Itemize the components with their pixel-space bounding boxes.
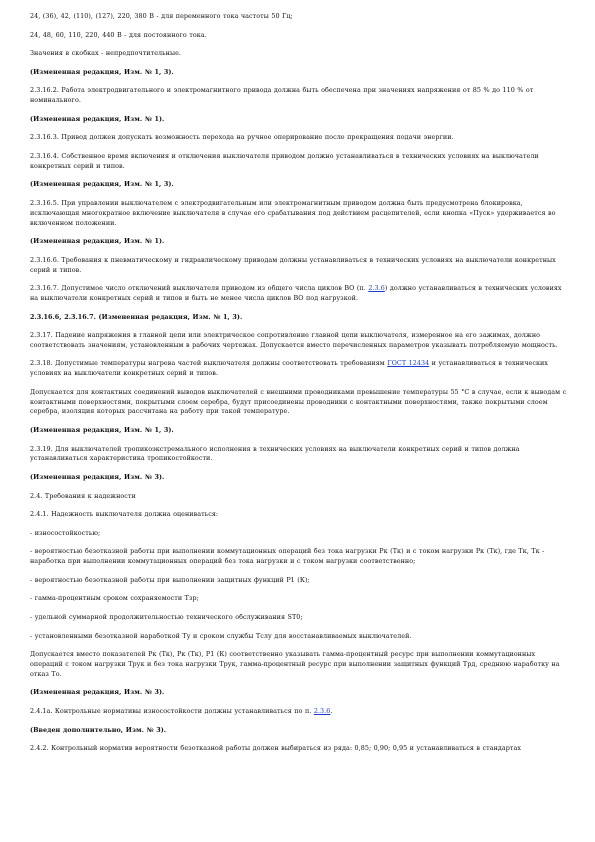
list-item: - вероятностью безотказной работы при выполнении защитных функций Р1 (К); xyxy=(30,575,310,584)
list-item: - вероятностью безотказной работы при выполнении коммутационных операций без тока нагрузки Рк (Тк) и с током нагрузки Рк (Тк), где Тк, Тк - наработка при выполнении коммутационных операций без тока нагрузки и с током нагрузки соответственно; xyxy=(30,547,545,566)
amendment-note: (Измененная редакция, Изм. № 1, 3). xyxy=(30,67,174,76)
list-item: - удельной суммарной продолжительностью технического обслуживания ST0; xyxy=(30,613,303,621)
amendment-note: (Измененная редакция, Изм. № 1, 3). xyxy=(30,426,174,435)
clause-2-3-16-6: 2.3.16.6. Требования к пневматическому и гидравлическому приводам должны устанавливаться в технических условиях на выключатели конкретных серий и типов. xyxy=(30,255,556,274)
section-heading-reliability: 2.4. Требования к надежности xyxy=(30,491,136,500)
clause-2-3-18 xyxy=(30,359,570,379)
amendment-note: (Введен дополнительно, Изм. № 3). xyxy=(30,725,167,734)
clause-2-3-16-3: 2.3.16.3. Привод должен допускать возможность перехода на ручное оперирование после прекращения подачи энергии. xyxy=(30,133,454,142)
paragraph-voltage-ac: 24, (36), 42, (110), (127), 220, 380 В - для переменного тока частоты 50 Гц; xyxy=(30,12,293,20)
clause-text: 2.4.1а. Контрольные нормативы износостойкости должны устанавливаться по п. xyxy=(30,706,314,715)
clause-2-3-16-7 xyxy=(30,284,570,304)
paragraph-voltage-dc: 24, 48, 60, 110, 220, 440 В - для постоянного тока. xyxy=(30,30,207,39)
gost-12434-link[interactable]: ГОСТ 12434 xyxy=(387,359,430,368)
list-item: - установленными безотказной наработкой Ту и сроком службы Тслу для восстанавливаемых выключателей. xyxy=(30,631,412,640)
list-item: - гамма-процентным сроком сохраняемости Тзр; xyxy=(30,594,199,603)
clause-2-4-1a xyxy=(30,707,570,717)
amendment-note: (Измененная редакция, Изм. № 3). xyxy=(30,688,165,697)
clause-2-3-6-link[interactable]: 2.3.6 xyxy=(313,706,331,715)
paragraph-nonpreferred-note: Значения в скобках - непредпочтительные. xyxy=(30,49,182,58)
paragraph-alternative-indicators: Допускается вместо показателей Рк (Тк), Рк (Тк), Р1 (К) соответственно указывать гамма-процентный ресурс при выполнении коммутационных операций с током нагрузки Трук и без тока нагрузки Трук, гамма-процентный ресурс при выполнении защитных функций Трд, среднюю наработку на отказ То. xyxy=(30,650,560,678)
document-page xyxy=(30,12,570,763)
clause-2-4-1: 2.4.1. Надежность выключателя должна оцениваться: xyxy=(30,510,219,519)
clause-2-3-16-2: 2.3.16.2. Работа электродвигательного и электромагнитного привода должна быть обеспечена при значениях напряжения от 85 % до 110 % от номинального. xyxy=(30,86,534,105)
clause-2-3-6-link[interactable]: 2.3.6 xyxy=(368,284,385,293)
paragraph-temperature-allowance: Допускается для контактных соединений выводов выключателей с внешними проводниками превышение температуры 55 °С в случае, если к выводам с контактными поверхностями, покрытыми слоем серебра, будут присоединены проводники с контактными поверхностями, также покрытыми слоем серебра, изоляция которых рассчитана на работу при такой температуре. xyxy=(30,387,567,416)
clause-2-4-2: 2.4.2. Контрольный норматив вероятности безотказной работы должен выбираться из ряда: 0,85; 0,90; 0,95 и устанавливаться в стандартах xyxy=(30,744,521,753)
clause-text: . xyxy=(330,706,333,715)
amendment-note: (Измененная редакция, Изм. № 1). xyxy=(30,114,165,123)
clause-2-3-16-4: 2.3.16.4. Собственное время включения и отключения выключателя приводом должно устанавливаться в технических условиях на выключатели конкретных серий и типов. xyxy=(30,151,539,170)
clause-2-3-19: 2.3.19. Для выключателей тропикоэкстремального исполнения в технических условиях на выключатели конкретных серий и типов должна устанавливаться характеристика тропикостойкости. xyxy=(30,444,520,463)
clause-text: 2.3.18. Допустимые температуры нагрева частей выключателя должны соответствовать требованиям xyxy=(30,359,388,368)
clause-2-3-16-5: 2.3.16.5. При управлении выключателем с электродвигательным или электромагнитным приводом должна быть предусмотрена блокировка, исключающая многократное включение выключателя в случае его срабатывания под действием расцепителей, если кнопка «Пуск» удерживается во включенном положении. xyxy=(30,198,556,227)
amendment-note: (Измененная редакция, Изм. № 1, 3). xyxy=(30,180,174,189)
amendment-note: 2.3.16.6, 2.3.16.7. (Измененная редакция, Изм. № 1, 3). xyxy=(30,312,243,321)
amendment-note: (Измененная редакция, Изм. № 1). xyxy=(30,237,165,246)
clause-text: 2.3.16.7. Допустимое число отключений выключателя приводом из общего числа циклов ВО (п. xyxy=(30,284,369,293)
amendment-note: (Измененная редакция, Изм. № 3). xyxy=(30,473,165,482)
clause-2-3-17: 2.3.17. Падение напряжения в главной цепи или электрическое сопротивление главной цепи выключателя, измеренное на его зажимах, должно соответствовать значениям, установленным в рабочих чертежах. Допускается вместо перечисленных параметров указывать потребляемую мощность. xyxy=(30,331,558,349)
list-item: - износостойкостью; xyxy=(30,528,101,537)
clause-text: ) должно устанавливаться в технических условиях на выключатели конкретных серий и типов и быть не менее числа циклов ВО под нагрузкой. xyxy=(30,284,562,302)
clause-text: и устанавливаться в технических условиях на выключатели конкретных серий и типов. xyxy=(30,359,548,378)
